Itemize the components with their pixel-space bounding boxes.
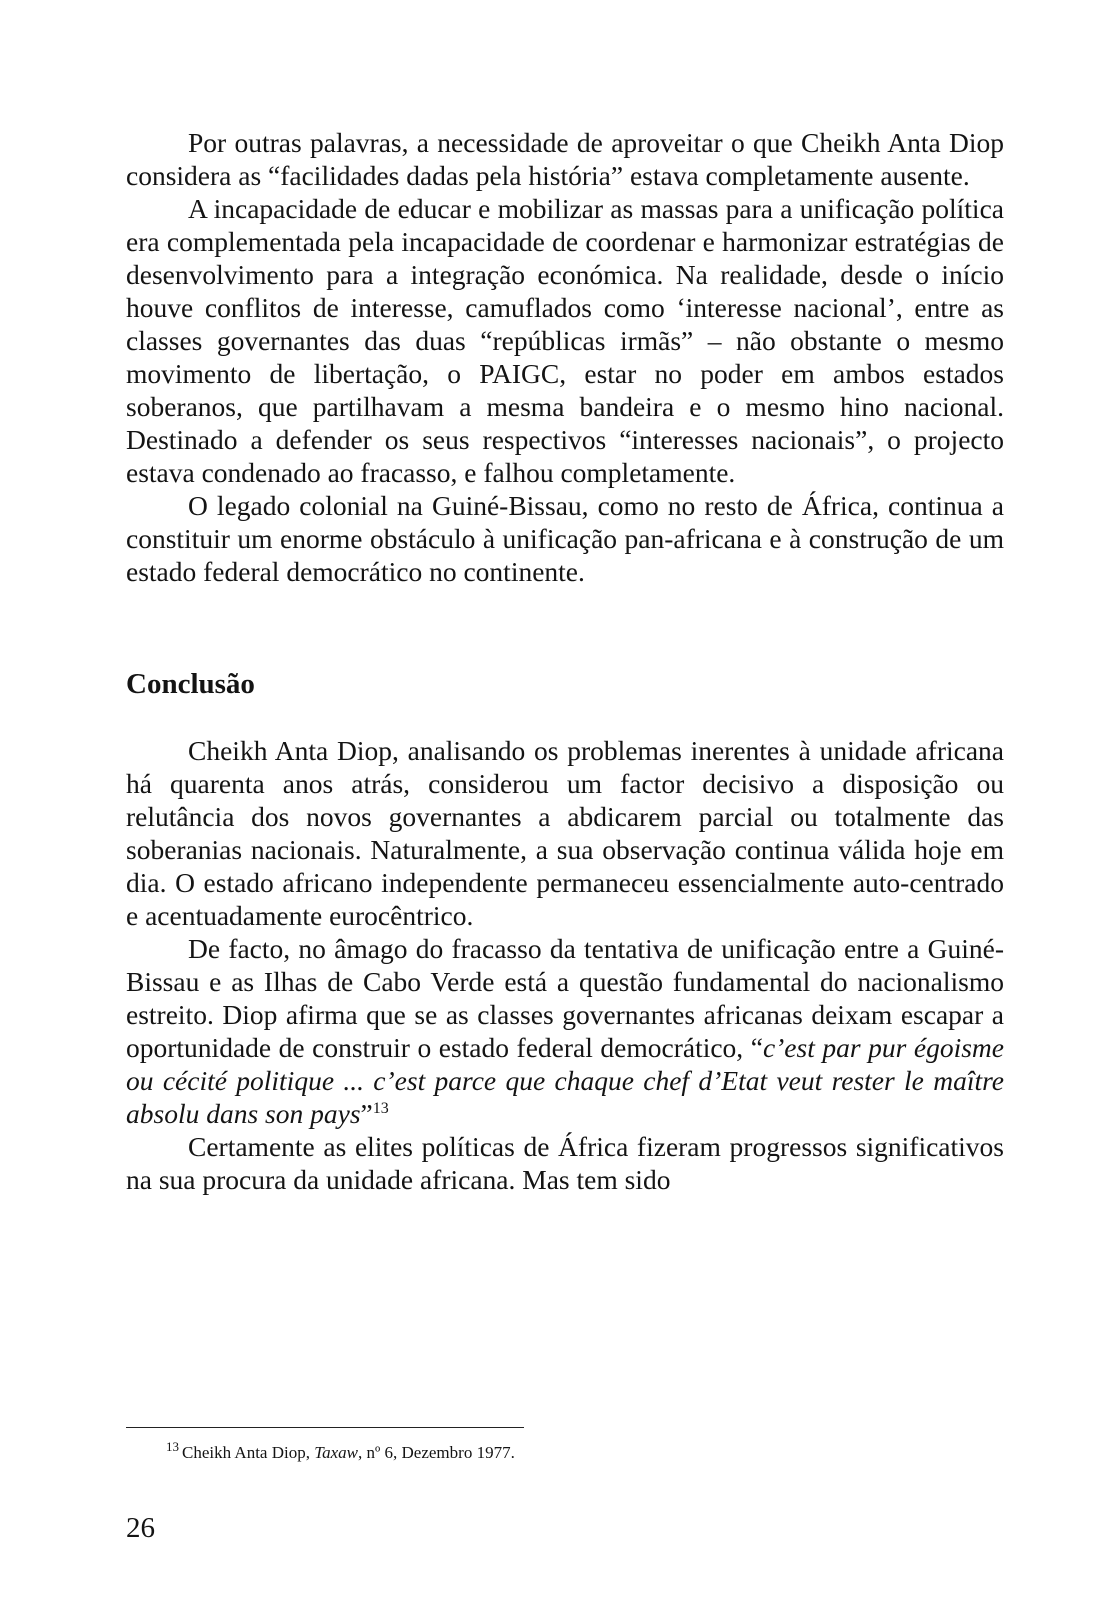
page-body <box>126 126 1004 1196</box>
closing-quote-mark: ” <box>360 1098 373 1129</box>
footnote-reference: 13 <box>372 1099 389 1117</box>
french-quote: c’est par pur égoisme ou cécité politique ... c’est parce que chaque chef d’Etat veut rester le maître absolu dans son pays <box>126 1032 1004 1129</box>
footnote-author: Cheikh Anta Diop, <box>182 1443 315 1462</box>
paragraph-elites-politicas: Certamente as elites políticas de África fizeram progressos significativos na sua procura da unidade africana. Mas tem sido <box>126 1131 1004 1195</box>
paragraph-facilidades: Por outras palavras, a necessidade de aproveitar o que Cheikh Anta Diop considera as “facilidades dadas pela história” estava completamente ausente. <box>126 127 1004 191</box>
paragraph-text: De facto, no âmago do fracasso da tentativa de unificação entre a Guiné-Bissau e as Ilhas de Cabo Verde está a questão fundamental do nacionalismo estreito. Diop afirma que se as classes governantes africanas deixam escapar a oportunidade de construir o estado federal democrático, “ <box>126 933 1004 1063</box>
paragraph-legado-colonial: O legado colonial na Guiné-Bissau, como no resto de África, continua a constituir um enorme obstáculo à unificação pan-africana e à construção de um estado federal democrático no continente. <box>126 490 1004 587</box>
paragraph-nacionalismo-estreito <box>126 932 1004 1130</box>
footnote-divider <box>126 1427 524 1428</box>
paragraph-incapacidade: A incapacidade de educar e mobilizar as massas para a unificação política era complementada pela incapacidade de coordenar e harmonizar estratégias de desenvolvimento para a integração económica. Na realidade, desde o início houve conflitos de interesse, camuflados como ‘interesse nacional’, entre as classes governantes das duas “repúblicas irmãs” – não obstante o mesmo movimento de libertação, o PAIGC, estar no poder em ambos estados soberanos, que partilhavam a mesma bandeira e o mesmo hino nacional. Destinado a defender os seus respectivos “interesses nacionais”, o projecto estava condenado ao fracasso, e falhou completamente. <box>126 193 1004 488</box>
page-number: 26 <box>126 1512 155 1544</box>
footnote <box>166 1439 515 1463</box>
footnote-details: , nº 6, Dezembro 1977. <box>358 1443 515 1462</box>
footnote-source: Taxaw <box>314 1443 358 1462</box>
footnote-number: 13 <box>166 1439 179 1455</box>
paragraph-unidade-africana: Cheikh Anta Diop, analisando os problemas inerentes à unidade africana há quarenta anos atrás, considerou um factor decisivo a disposição ou relutância dos novos governantes a abdicarem parcial ou totalmente das soberanias nacionais. Naturalmente, a sua observação continua válida hoje em dia. O estado africano independente permaneceu essencialmente auto-centrado e acentuadamente eurocêntrico. <box>126 735 1004 931</box>
section-heading-conclusao: Conclusão <box>126 668 255 700</box>
